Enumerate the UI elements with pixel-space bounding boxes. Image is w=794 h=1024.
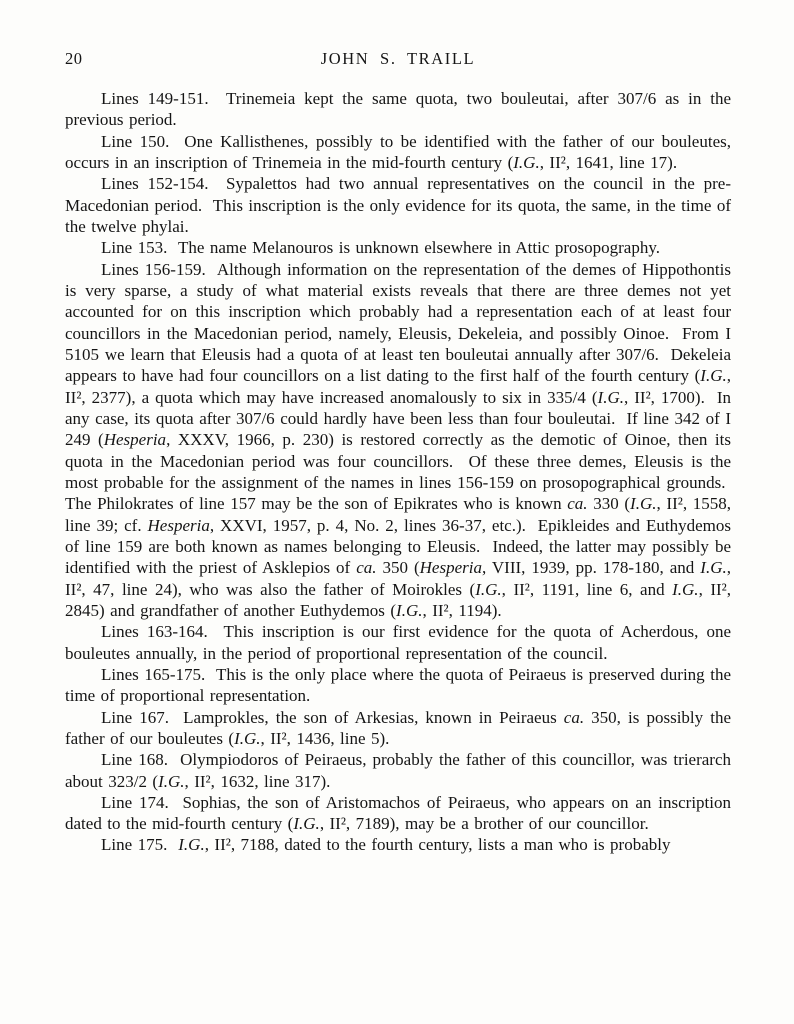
page-number: 20 <box>65 49 83 68</box>
citation-italic: I.G. <box>700 558 727 578</box>
text-run: , II², 7188, dated to the fourth century, lists a man who is probably <box>204 835 671 855</box>
citation-italic: I.G. <box>513 152 540 172</box>
text-run: Lines 165-175. This is the only place where the quota of Peiraeus is preserved during the time of proportional representation. <box>65 664 731 706</box>
text-run: , II², 1558, line 39; cf. <box>65 494 731 535</box>
paragraph <box>65 173 731 237</box>
citation-italic: Hesperia <box>103 430 167 450</box>
citation-italic: I.G. <box>178 835 205 855</box>
text-run: , VIII, 1939, pp. 178-180, and <box>481 558 701 578</box>
paragraph <box>65 131 731 174</box>
text-run: , II², 7189), may be a brother of our councillor. <box>319 814 649 834</box>
paragraph <box>65 237 731 258</box>
text-run: Lines 156-159. Although information on the representation of the demes of Hippothontis is very sparse, a study of what material exists reveals that there are three demes not yet accounted for on this inscription which probably had a representation each of at least four councillors in the Macedonian period, namely, Eleusis, Dekeleia, and possibly Oinoe. From I 5105 we learn that Eleusis had a quota of at least ten bouleutai annually after 307/6. Dekeleia appears to have had four councillors on a list dating to the first half of the fourth century ( <box>65 259 731 386</box>
paragraph <box>65 259 731 622</box>
text-run: , II², 1632, line 317). <box>184 771 331 791</box>
text-run: , II², 1436, line 5). <box>260 728 390 748</box>
text-run: Line 175. <box>101 835 179 855</box>
page-header <box>65 49 731 69</box>
text-run: , XXVI, 1957, p. 4, No. 2, lines 36-37, etc.). Epikleides and Euthydemos of line 159 are both known as names belonging to Eleusis. Indeed, the latter may possibly be identified with the priest of Asklepios of <box>65 515 731 578</box>
text-run: Line 168. Olympiodoros of Peiraeus, probably the father of this councillor, was trierarch about 323/2 ( <box>65 750 731 791</box>
text-run: Line 150. One Kallisthenes, possibly to be identified with the father of our bouleutes, occurs in an inscription of Trinemeia in the mid-fourth century ( <box>65 131 731 172</box>
paragraph <box>65 707 731 750</box>
running-head: JOHN S. TRAILL <box>320 49 476 68</box>
citation-italic: Hesperia <box>419 558 482 578</box>
citation-italic: I.G. <box>158 771 185 791</box>
text-run: , II², 1194). <box>422 600 502 620</box>
citation-italic: I.G. <box>234 728 261 748</box>
paragraph <box>65 88 731 131</box>
text-run: 350, is possibly the father of our bouleutes ( <box>65 707 731 748</box>
text-run: Lines 152-154. Sypalettos had two annual representatives on the council in the pre-Macedonian period. This inscription is the only evidence for its quota, the same, in the time of the twelve phylai. <box>65 174 731 236</box>
paragraph <box>65 749 731 792</box>
paragraph <box>65 621 731 664</box>
citation-italic: I.G. <box>293 814 320 834</box>
text-run: Line 153. The name Melanouros is unknown elsewhere in Attic prosopography. <box>101 238 660 258</box>
citation-italic: I.G. <box>700 366 727 386</box>
citation-italic: Hesperia <box>147 515 210 535</box>
text-run: , II², 2377), a quota which may have increased anomalously to six in 335/4 ( <box>65 366 731 407</box>
text-run: Lines 163-164. This inscription is our first evidence for the quota of Acherdous, one bouleutes annually, in the period of proportional representation of the council. <box>65 622 731 663</box>
text-run: , II², 1641, line 17). <box>539 152 678 172</box>
text-run: Line 167. Lamprokles, the son of Arkesias, known in Peiraeus <box>101 707 564 727</box>
paragraph <box>65 664 731 707</box>
citation-italic: ca. <box>567 494 588 514</box>
paragraph <box>65 834 731 855</box>
page-body <box>65 88 731 856</box>
citation-italic: I.G. <box>396 600 423 620</box>
text-run: , II², 2845) and grandfather of another Euthydemos ( <box>65 579 731 620</box>
citation-italic: ca. <box>356 558 377 578</box>
citation-italic: I.G. <box>597 387 624 407</box>
text-run: , II², 1191, line 6, and <box>501 579 673 599</box>
paragraph <box>65 792 731 835</box>
citation-italic: I.G. <box>672 579 699 599</box>
citation-italic: I.G. <box>475 579 502 599</box>
text-run: , II², 1700). In any case, its quota after 307/6 could hardly have been less than four bouleutai. If line 342 of I 249 ( <box>65 387 731 450</box>
text-run: 330 ( <box>587 494 631 514</box>
text-run: Line 174. Sophias, the son of Aristomachos of Peiraeus, who appears on an inscription dated to the mid-fourth century ( <box>65 792 731 834</box>
text-run: , II², 47, line 24), who was also the father of Moirokles ( <box>65 558 731 599</box>
citation-italic: I.G. <box>630 494 657 514</box>
citation-italic: ca. <box>563 707 585 727</box>
text-run: Lines 149-151. Trinemeia kept the same quota, two bouleutai, after 307/6 as in the previous period. <box>65 89 731 130</box>
text-run: 350 ( <box>376 558 420 578</box>
text-run: , XXXV, 1966, p. 230) is restored correctly as the demotic of Oinoe, then its quota in the Macedonian period was four councillors. Of these three demes, Eleusis is the most probable for the assignment of the names in lines 156-159 on prosopographical grounds. The Philokrates of line 157 may be the son of Epikrates who is known <box>65 430 731 514</box>
